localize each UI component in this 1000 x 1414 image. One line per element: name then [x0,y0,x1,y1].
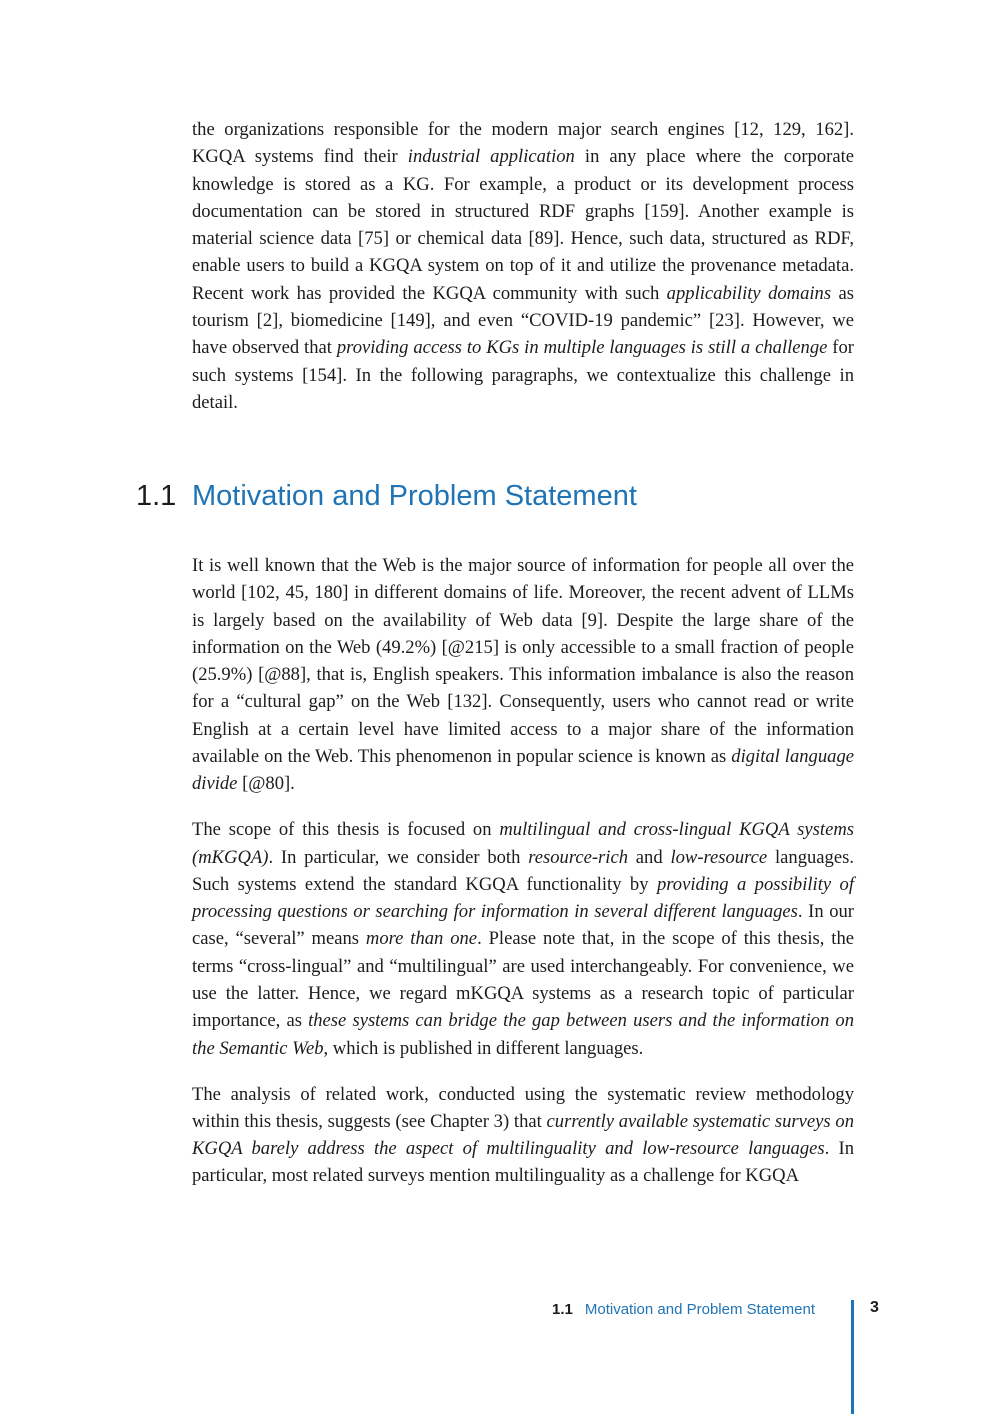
emphasis: providing access to KGs in multiple languages is still a challenge [336,337,828,359]
section-title: Motivation and Problem Statement [192,480,637,512]
footer-section-title: Motivation and Problem Statement [584,1301,815,1318]
paragraph-text: The analysis of related work, conducted using the systematic review methodology within this thesis, suggests (see Chapter 3) that [192,1083,854,1132]
paragraph-text: . In particular, most related surveys mention multilinguality as a challenge for KGQA [192,1138,854,1187]
emphasis: digital language divide [192,746,854,795]
paragraph-text: . In particular, we consider both [268,846,529,868]
section-body [192,552,854,1208]
intro-paragraph [192,116,854,435]
section-number: 1.1 [136,480,177,512]
paragraph-text: languages. Such systems extend the standard KGQA functionality by [192,846,854,895]
emphasis: resource-rich [528,846,629,868]
emphasis: these systems can bridge the gap between users and the information on the Semantic Web [192,1010,854,1059]
paragraph-text: . In our case, “several” means [192,901,854,950]
page-number: 3 [870,1299,879,1316]
paragraph-2 [192,816,854,1062]
emphasis: currently available systematic surveys on KGQA barely address the aspect of multilinguality and low-resource languages [192,1110,854,1160]
section-heading [136,476,637,516]
paragraph-1 [192,552,854,798]
intro-text: as tourism [2], biomedicine [149], and even “COVID-19 pandemic” [23]. However, we have observed that [192,282,854,359]
emphasis: low-resource [670,846,768,868]
paragraph-text: . Please note that, in the scope of this thesis, the terms “cross-lingual” and “multilingual” are used interchangeably. For convenience, we use the latter. Hence, we regard mKGQA systems as a research topic of particular importance, as [192,928,855,1032]
emphasis: more than one [365,928,478,950]
intro-text: the organizations responsible for the modern major search engines [12, 129, 162]. KGQA systems find their [192,119,854,168]
emphasis: multilingual and cross-lingual KGQA systems (mKGQA) [192,819,854,868]
running-footer [552,1300,815,1320]
paragraph-text: , which is published in different languages. [323,1037,644,1059]
paragraph-text: The scope of this thesis is focused on [192,819,500,841]
emphasis: industrial application [407,146,575,168]
intro-text: for such systems [154]. In the following paragraphs, we contextualize this challenge in detail. [192,337,854,413]
paragraph-3 [192,1081,854,1190]
paragraph-text: It is well known that the Web is the major source of information for people all over the world [102, 45, 180] in different domains of life. Moreover, the recent advent of LLMs is largely based on the availability of Web data [9]. Despite the large share of the information on the Web (49.2%) [@215] is only accessible to a small fraction of people (25.9%) [@88], that is, English speakers. This information imbalance is also the reason for a “cultural gap” on the Web [132]. Consequently, users who cannot read or write English at a certain level have limited access to a major share of the information available on the Web. This phenomenon in popular science is known as [192,555,854,768]
intro-text: in any place where the corporate knowledge is stored as a KG. For example, a product or its development process documentation can be stored in structured RDF graphs [159]. Another example is material science data [75] or chemical data [89]. Hence, such data, structured as RDF, enable users to build a KGQA system on top of it and utilize the provenance metadata. Recent work has provided the KGQA community with such [192,146,854,304]
paragraph-text: [@80]. [237,773,295,795]
emphasis: applicability domains [666,282,832,304]
footer-rule [851,1300,854,1414]
footer-section-number: 1.1 [552,1301,573,1318]
paragraph-text: and [628,846,671,868]
emphasis: providing a possibility of processing questions or searching for information in several different languages [192,873,854,923]
